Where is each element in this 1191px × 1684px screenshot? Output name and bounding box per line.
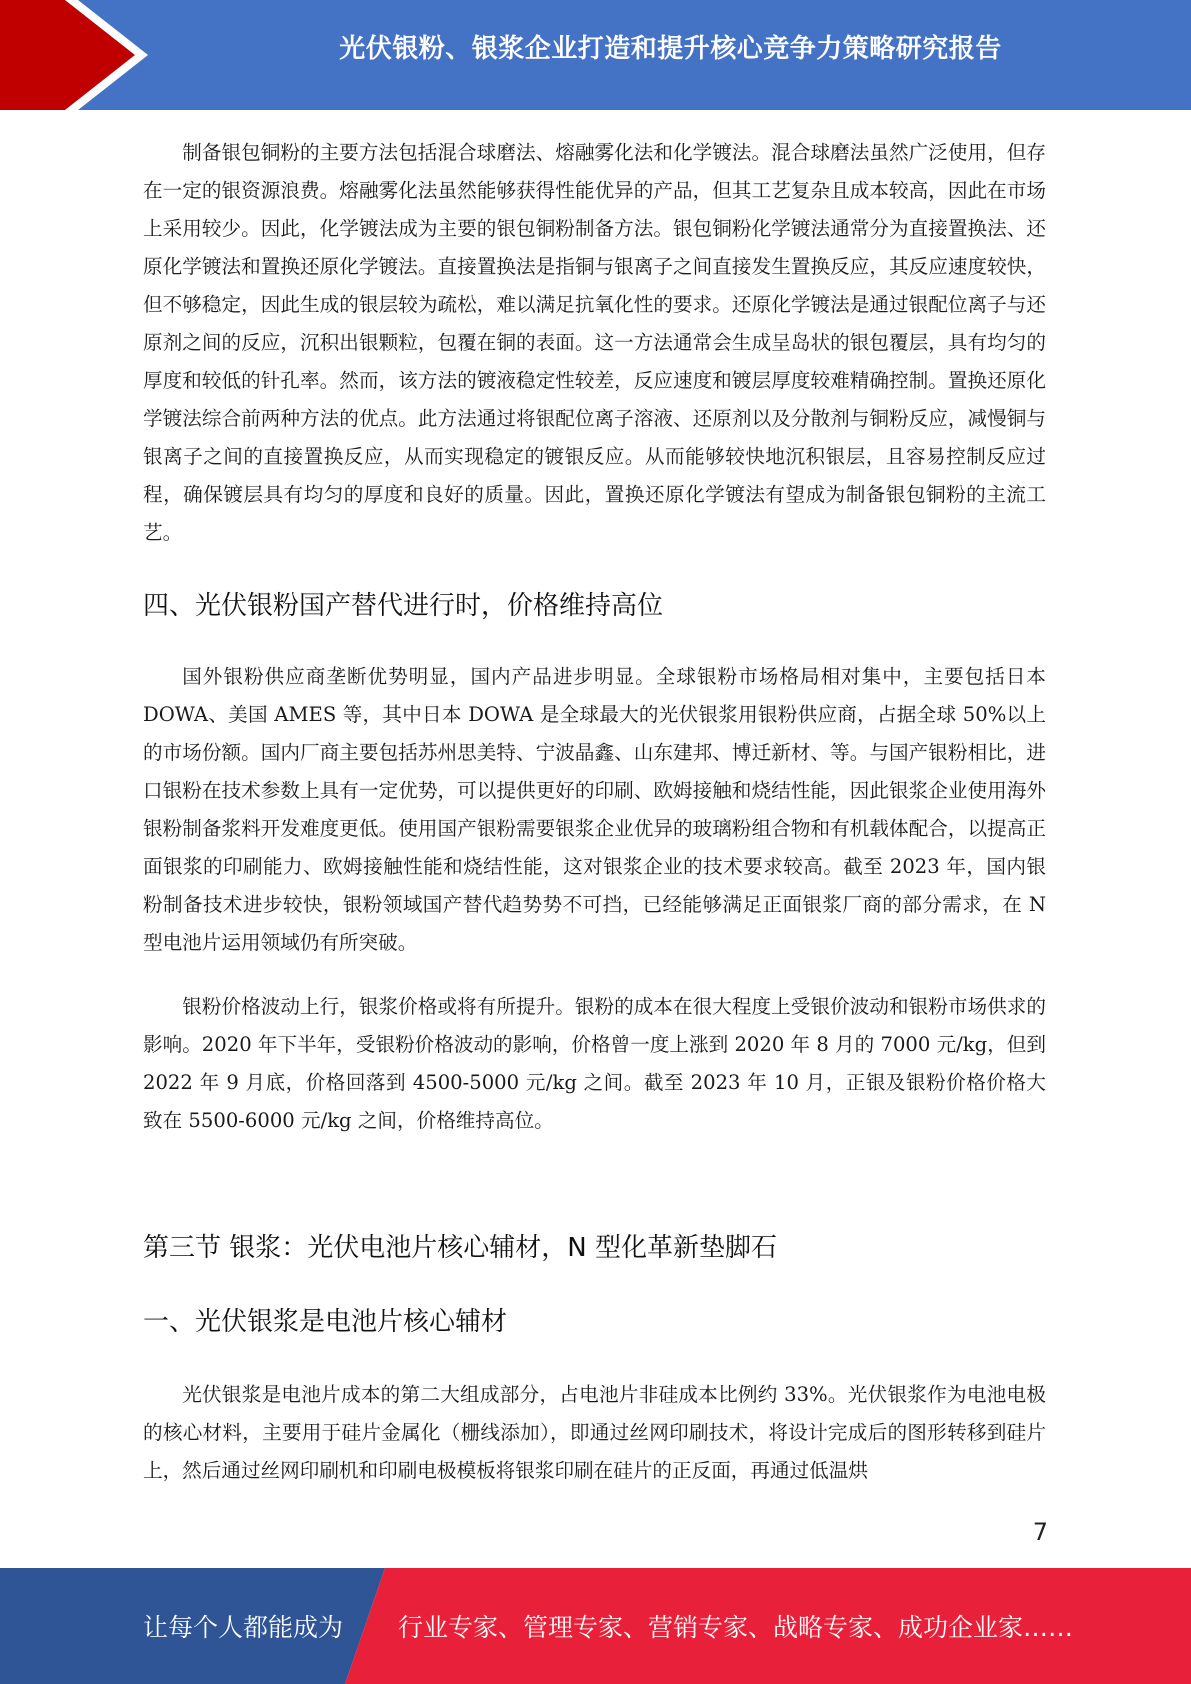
page-number: 7 (1032, 1518, 1048, 1546)
report-title: 光伏银粉、银浆企业打造和提升核心竞争力策略研究报告 (339, 34, 1002, 64)
header-chevron-decoration (0, 0, 160, 110)
paragraph-silver-price: 银粉价格波动上行，银浆价格或将有所提升。银粉的成本在很大程度上受银价波动和银粉市场供求的影响。2020 年下半年，受银粉价格波动的影响，价格曾一度上涨到 2020 年 8 月的 7000 元/kg，但到 2022 年 9 月底，价格回落到 4500-5000 元/kg 之间。截至 2023 年 10 月，正银及银粉价格价格大致在 5500-6000 元/kg 之间，价格维持高位。 (143, 995, 1046, 1132)
paragraph-silver-paste-intro: 光伏银浆是电池片成本的第二大组成部分，占电池片非硅成本比例约 33%。光伏银浆作为电池电极的核心材料，主要用于硅片金属化（栅线添加），即通过丝网印刷技术，将设计完成后的图形转移到硅片上，然后通过丝网印刷机和印刷电极模板将银浆印刷在硅片的正反面，再通过低温烘 (143, 1383, 1046, 1482)
paragraph-silver-coated-copper: 制备银包铜粉的主要方法包括混合球磨法、熔融雾化法和化学镀法。混合球磨法虽然广泛使用，但存在一定的银资源浪费。熔融雾化法虽然能够获得性能优异的产品，但其工艺复杂且成本较高，因此在市场上采用较少。因此，化学镀法成为主要的银包铜粉制备方法。银包铜粉化学镀法通常分为直接置换法、还原化学镀法和置换还原化学镀法。直接置换法是指铜与银离子之间直接发生置换反应，其反应速度较快，但不够稳定，因此生成的银层较为疏松，难以满足抗氧化性的要求。还原化学镀法是通过银配位离子与还原剂之间的反应，沉积出银颗粒，包覆在铜的表面。这一方法通常会生成呈岛状的银包覆层，具有均匀的厚度和较低的针孔率。然而，该方法的镀液稳定性较差，反应速度和镀层厚度较难精确控制。置换还原化学镀法综合前两种方法的优点。此方法通过将银配位离子溶液、还原剂以及分散剂与铜粉反应，减慢铜与银离子之间的直接置换反应，从而实现稳定的镀银反应。从而能够较快地沉积银层，且容易控制反应过程，确保镀层具有均匀的厚度和良好的质量。因此，置换还原化学镀法有望成为制备银包铜粉的主流工艺。 (143, 141, 1046, 544)
paragraph-domestic-substitution: 国外银粉供应商垄断优势明显，国内产品进步明显。全球银粉市场格局相对集中，主要包括日本 DOWA、美国 AMES 等，其中日本 DOWA 是全球最大的光伏银浆用银粉供应商，占据全球 50%以上的市场份额。国内厂商主要包括苏州思美特、宁波晶鑫、山东建邦、博迁新材、等。与国产银粉相比，进口银粉在技术参数上具有一定优势，可以提供更好的印刷、欧姆接触和烧结性能，因此银浆企业使用海外银粉制备浆料开发难度更低。使用国产银粉需要银浆企业优异的玻璃粉组合物和有机载体配合，以提高正面银浆的印刷能力、欧姆接触性能和烧结性能，这对银浆企业的技术要求较高。截至 2023 年，国内银粉制备技术进步较快，银粉领域国产替代趋势势不可挡，已经能够满足正面银浆厂商的部分需求，在 N 型电池片运用领域仍有所突破。 (143, 665, 1046, 954)
heading-section-four: 四、光伏银粉国产替代进行时，价格维持高位 (143, 591, 664, 621)
footer-slogan-left: 让每个人都能成为 (143, 1613, 344, 1642)
heading-chapter-section-three: 第三节 银浆：光伏电池片核心辅材，N 型化革新垫脚石 (143, 1233, 777, 1263)
page-footer (0, 1568, 1191, 1684)
footer-slogan-right: 行业专家、管理专家、营销专家、战略专家、成功企业家…… (398, 1613, 1074, 1642)
heading-section-one: 一、光伏银浆是电池片核心辅材 (143, 1307, 508, 1337)
page-header (0, 0, 1191, 110)
page-content (143, 134, 1046, 1490)
